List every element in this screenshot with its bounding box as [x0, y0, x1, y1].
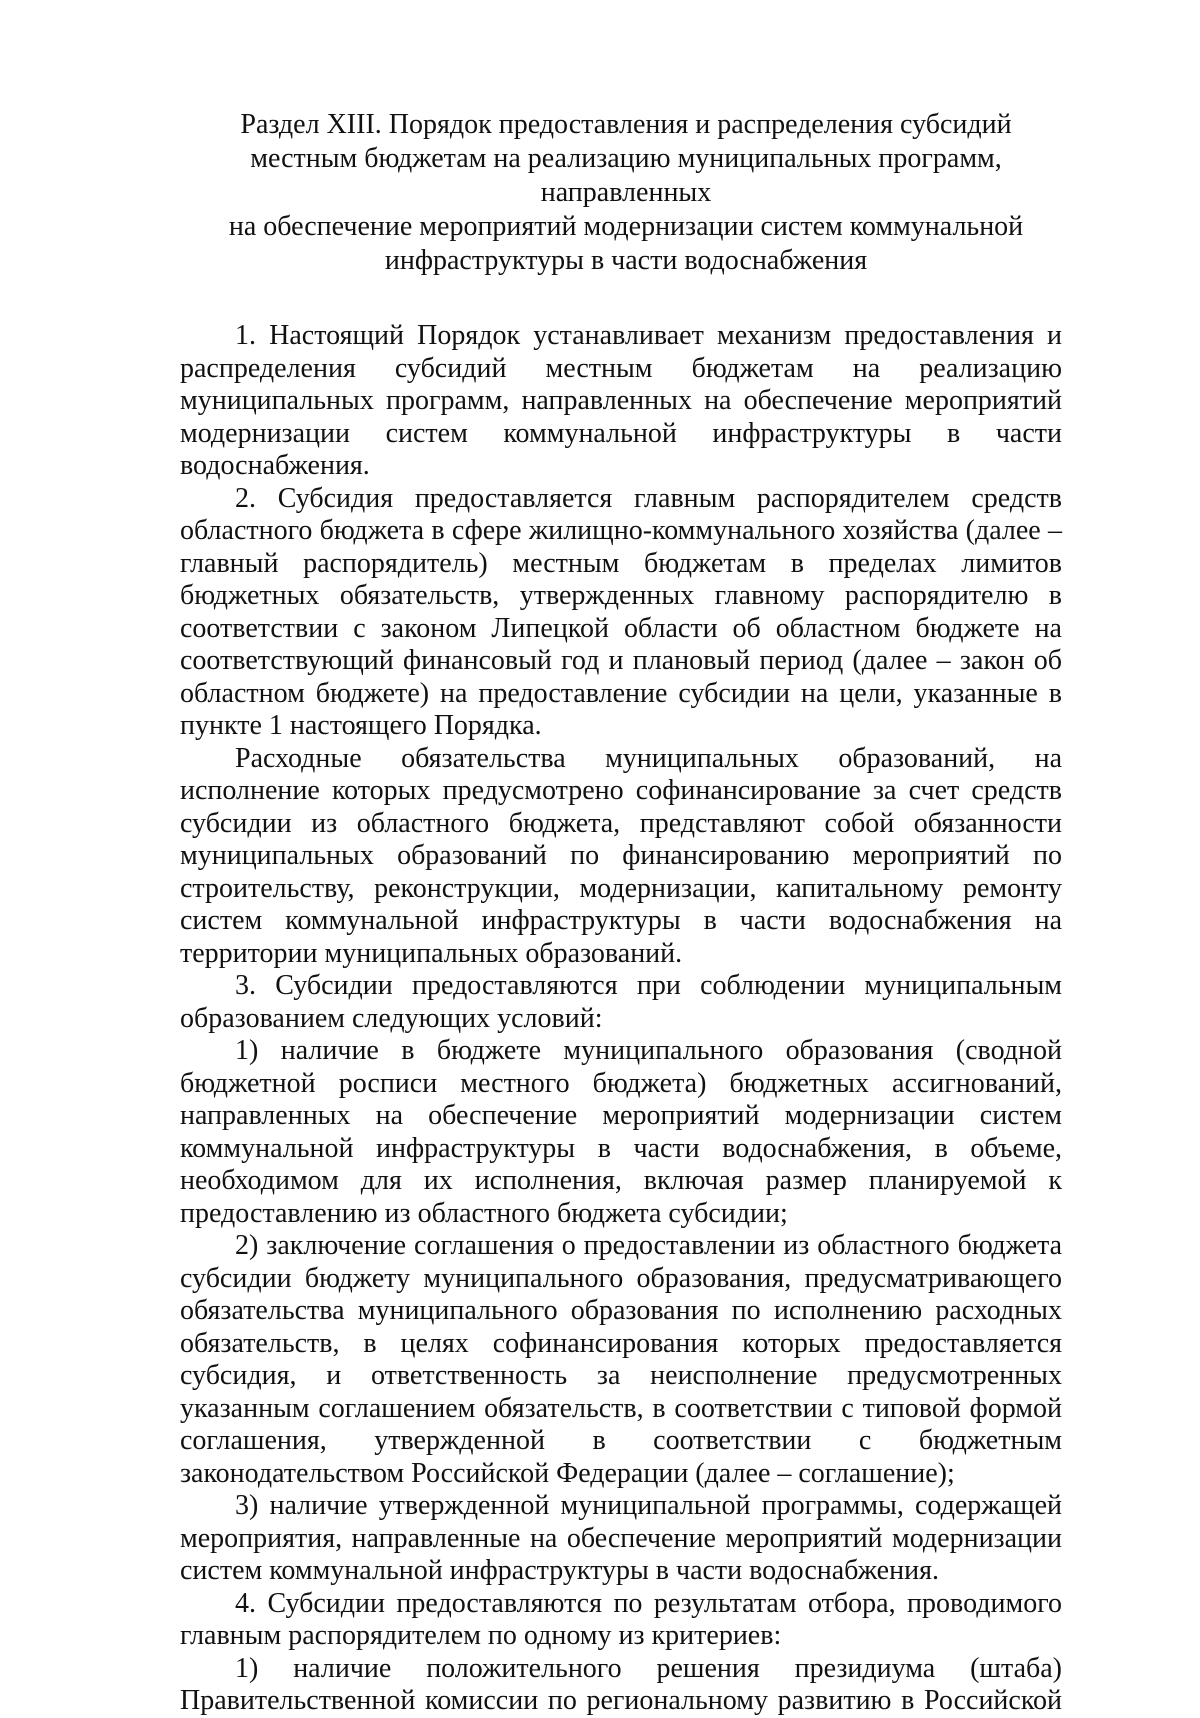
paragraph-3: 3. Субсидии предоставляются при соблюдении муниципальным образованием следующих условий: — [180, 970, 1062, 1034]
paragraph-4: 4. Субсидии предоставляются по результатам отбора, проводимого главным распорядителем по одному из критериев: — [180, 1587, 1062, 1651]
title-line-3: на обеспечение мероприятий модернизации систем коммунальной — [228, 211, 1024, 242]
title-line-2: местным бюджетам на реализацию муниципальных программ, направленных — [250, 143, 1002, 208]
paragraph-3-item-3: 3) наличие утвержденной муниципальной программы, содержащей мероприятия, направленные на обеспечение мероприятий модернизации систем коммунальной инфраструктуры в части водоснабжения. — [180, 1490, 1062, 1586]
title-line-4: инфраструктуры в части водоснабжения — [384, 245, 868, 276]
paragraph-3-item-1: 1) наличие в бюджете муниципального образования (сводной бюджетной росписи местного бюджета) бюджетных ассигнований, направленных на обеспечение мероприятий модернизации систем коммунальной инфраструктуры в части водоснабжения, в объеме, необходимом для их исполнения, включая размер планируемой к предоставлению из областного бюджета субсидии; — [180, 1035, 1062, 1229]
section-title — [180, 108, 1062, 278]
document-body — [180, 320, 1062, 1718]
paragraph-2: 2. Субсидия предоставляется главным распорядителем средств областного бюджета в сфере жилищно-коммунального хозяйства (далее – главный распорядитель) местным бюджетам в пределах лимитов бюджетных обязательств, утвержденных главному распорядителю в соответствии с законом Липецкой области об областном бюджете на соответствующий финансовый год и плановый период (далее – закон об областном бюджете) на предоставление субсидии на цели, указанные в пункте 1 настоящего Порядка. — [180, 482, 1062, 741]
paragraph-4-item-1: 1) наличие положительного решения президиума (штаба) Правительственной комиссии по региональному развитию в Российской — [180, 1652, 1062, 1716]
paragraph-3-item-2: 2) заключение соглашения о предоставлении из областного бюджета субсидии бюджету муниципального образования, предусматривающего обязательства муниципального образования по исполнению расходных обязательств, в целях софинансирования которых предоставляется субсидия, и ответственность за неисполнение предусмотренных указанным соглашением обязательств, в соответствии с типовой формой соглашения, утвержденной в соответствии с бюджетным законодательством Российской Федерации (далее – соглашение); — [180, 1230, 1062, 1489]
title-line-1: Раздел XIII. Порядок предоставления и распределения субсидий — [240, 109, 1012, 140]
paragraph-expenditure-obligations: Расходные обязательства муниципальных образований, на исполнение которых предусмотрено софинансирование за счет средств субсидии из областного бюджета, представляют собой обязанности муниципальных образований по финансированию мероприятий по строительству, реконструкции, модернизации, капитальному ремонту систем коммунальной инфраструктуры в части водоснабжения на территории муниципальных образований. — [180, 742, 1062, 969]
paragraph-1: 1. Настоящий Порядок устанавливает механизм предоставления и распределения субсидий местным бюджетам на реализацию муниципальных программ, направленных на обеспечение мероприятий модернизации систем коммунальной инфраструктуры в части водоснабжения. — [180, 320, 1062, 481]
